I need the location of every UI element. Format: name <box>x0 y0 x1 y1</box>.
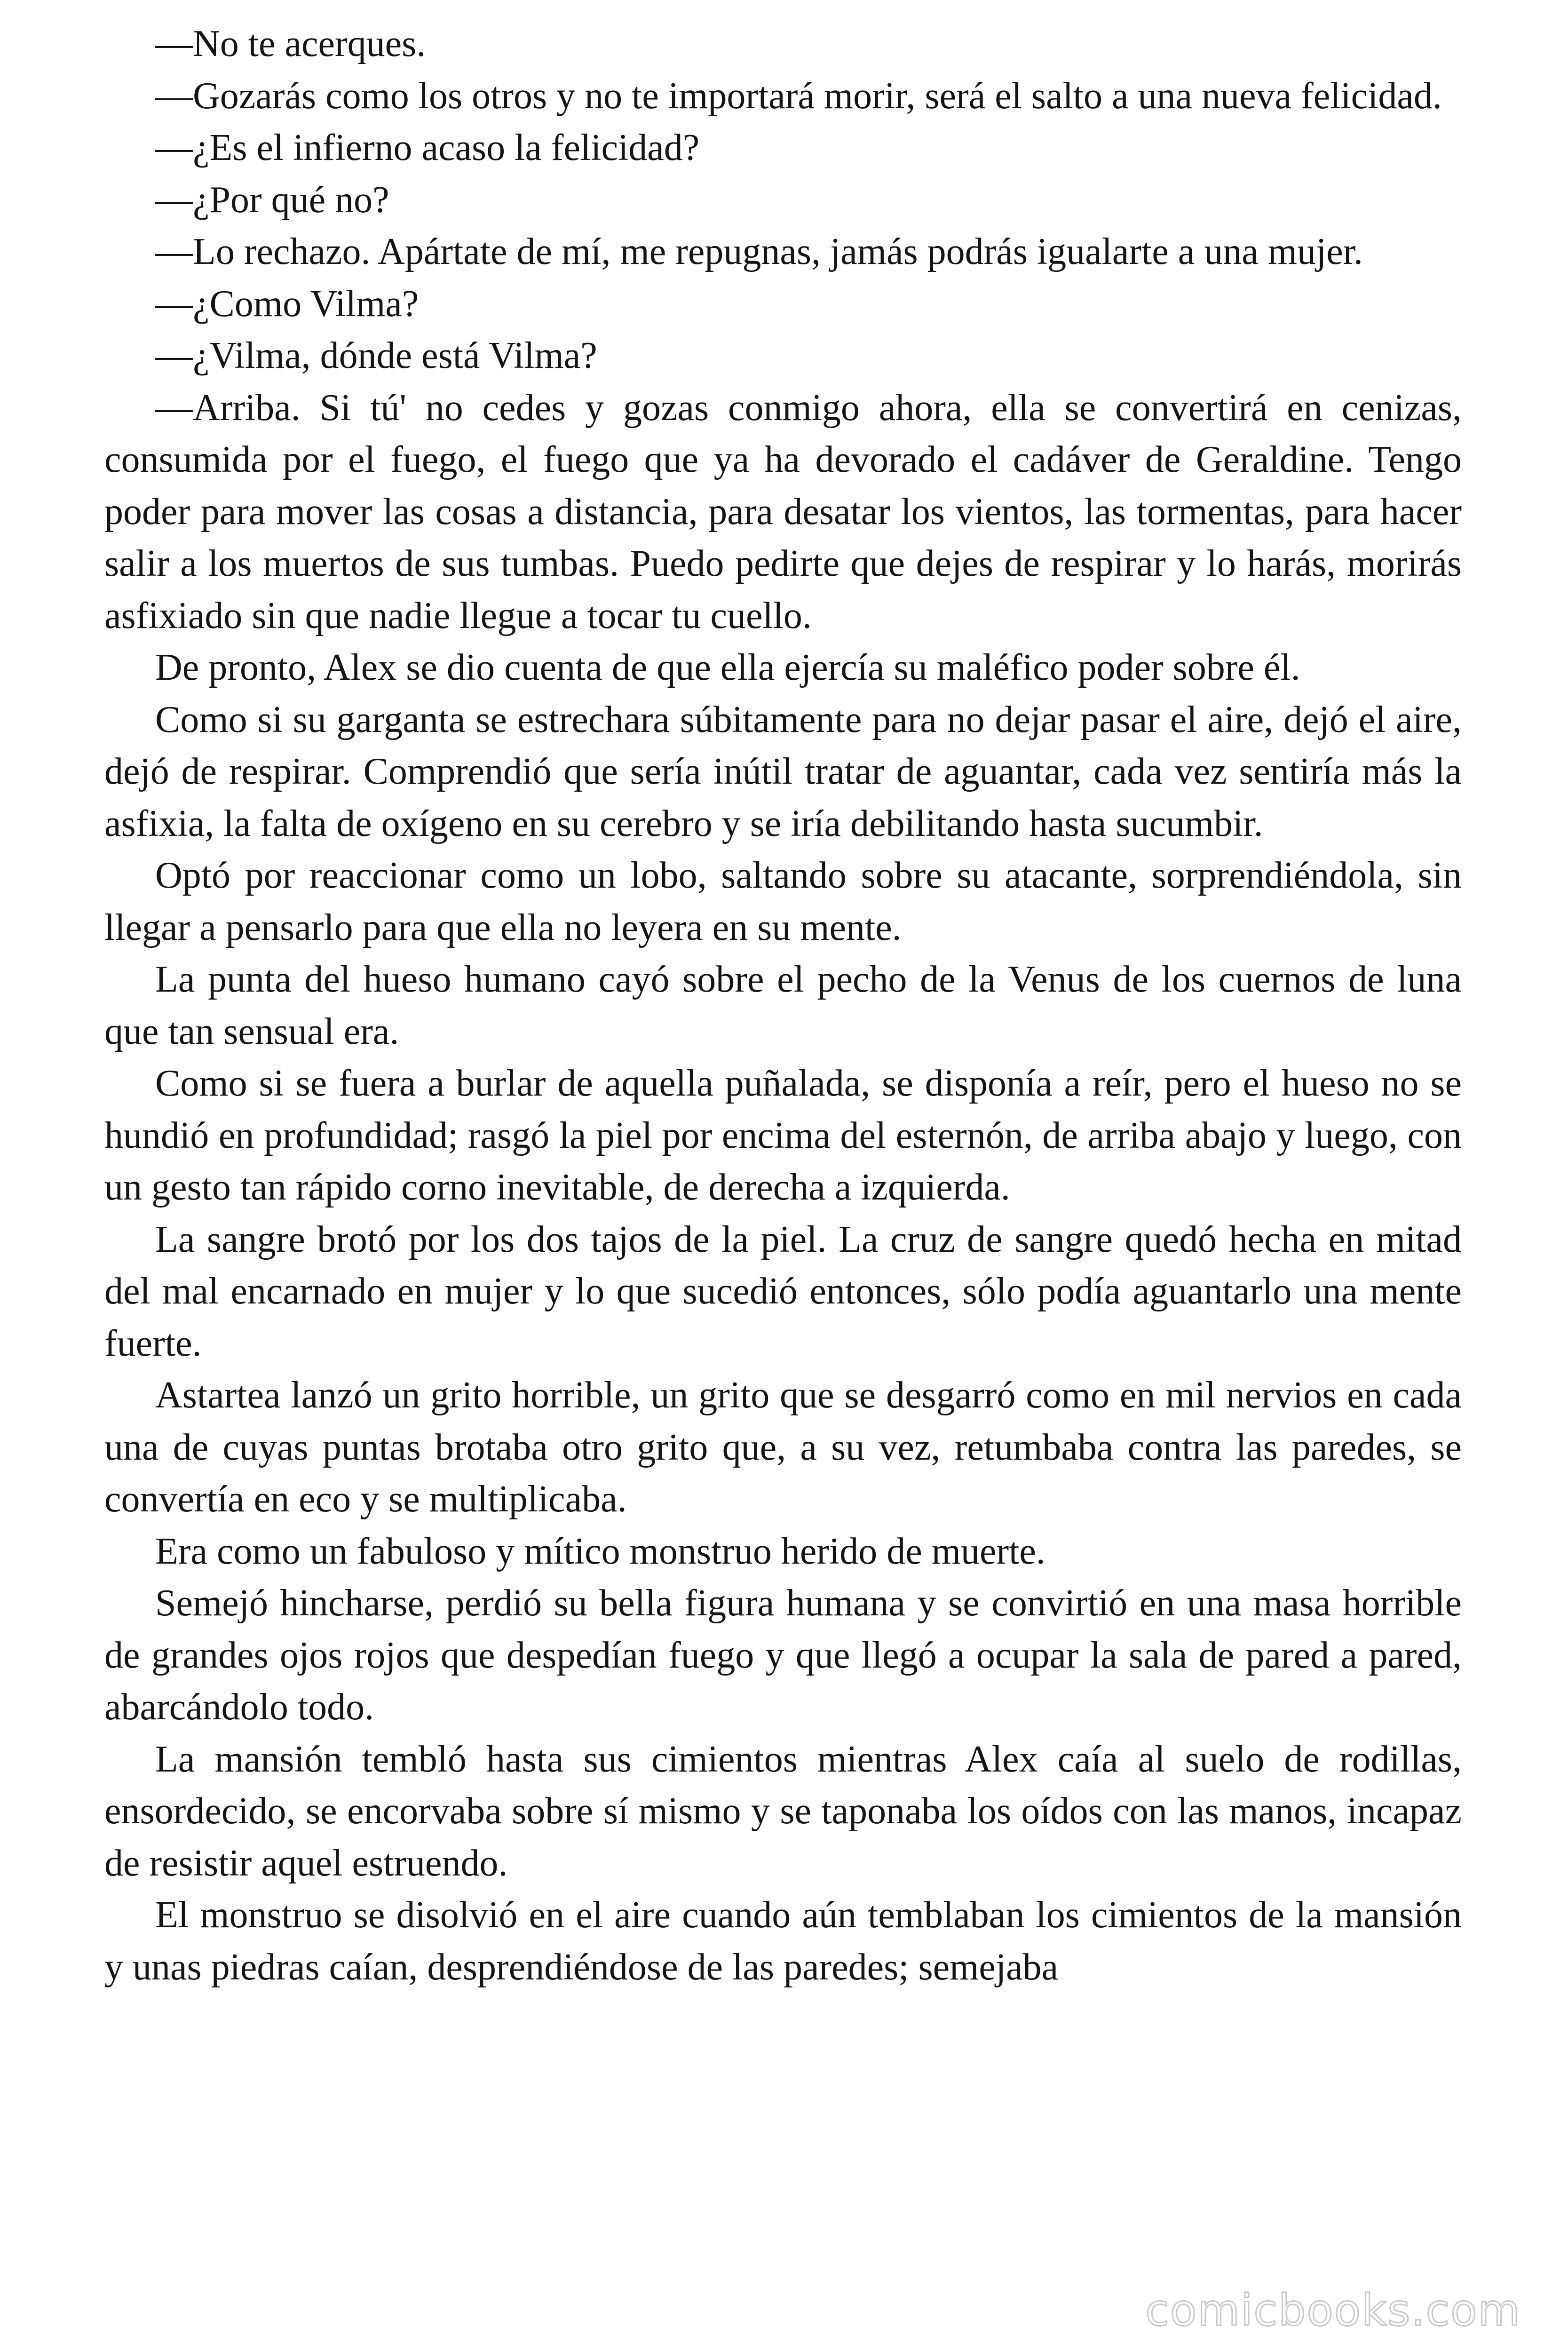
paragraph: —¿Es el infierno acaso la felicidad? <box>155 127 700 168</box>
paragraph: Era como un fabuloso y mítico monstruo herido de muerte. <box>155 1530 1045 1572</box>
paragraph: La mansión tembló hasta sus cimientos mientras Alex caía al suelo de rodillas, ensordecido, se encorvaba sobre sí mismo y se taponaba los oídos con las manos, incapaz de resistir aquel estruendo. <box>104 1738 1462 1884</box>
paragraph: La punta del hueso humano cayó sobre el pecho de la Venus de los cuernos de luna que tan sensual era. <box>104 959 1462 1052</box>
paragraph: —¿Como Vilma? <box>155 283 419 325</box>
paragraph: Como si se fuera a burlar de aquella puñalada, se disponía a reír, pero el hueso no se hundió en profundidad; rasgó la piel por encima del esternón, de arriba abajo y luego, con un gesto tan rápido corno inevitable, de derecha a izquierda. <box>104 1063 1462 1208</box>
paragraph: —Lo rechazo. Apártate de mí, me repugnas, jamás podrás igualarte a una mujer. <box>155 231 1363 272</box>
paragraph: Optó por reaccionar como un lobo, saltando sobre su atacante, sorprendiéndola, sin llegar a pensarlo para que ella no leyera en su mente. <box>104 855 1462 948</box>
paragraph: La sangre brotó por los dos tajos de la piel. La cruz de sangre quedó hecha en mitad del mal encarnado en mujer y lo que sucedió entonces, sólo podía aguantarlo una mente fuerte. <box>104 1218 1462 1364</box>
paragraph: —Arriba. Si tú' no cedes y gozas conmigo ahora, ella se convertirá en cenizas, consumida por el fuego, el fuego que ya ha devorado el cadáver de Geraldine. Tengo poder para mover las cosas a distancia, para desatar los vientos, las tormentas, para hacer salir a los muertos de sus tumbas. Puedo pedirte que dejes de respirar y lo harás, morirás asfixiado sin que nadie llegue a tocar tu cuello. <box>104 387 1462 636</box>
paragraph: —No te acerques. <box>155 23 426 64</box>
paragraph: —¿Vilma, dónde está Vilma? <box>155 335 597 376</box>
paragraph: El monstruo se disolvió en el aire cuando aún temblaban los cimientos de la mansión y unas piedras caían, desprendiéndose de las paredes; semejaba <box>104 1894 1462 1988</box>
paragraph: Semejó hincharse, perdió su bella figura humana y se convirtió en una masa horrible de grandes ojos rojos que despedían fuego y que llegó a ocupar la sala de pared a pared, abarcándolo todo. <box>104 1582 1462 1728</box>
watermark: comicbooks.com <box>1145 2285 1521 2336</box>
paragraph: Como si su garganta se estrechara súbitamente para no dejar pasar el aire, dejó el aire, dejó de respirar. Comprendió que sería inútil tratar de aguantar, cada vez sentiría más la asfixia, la falta de oxígeno en su cerebro y se iría debilitando hasta sucumbir. <box>104 699 1462 844</box>
paragraph: Astartea lanzó un grito horrible, un grito que se desgarró como en mil nervios en cada una de cuyas puntas brotaba otro grito que, a su vez, retumbaba contra las paredes, se convertía en eco y se multiplicaba. <box>104 1375 1462 1520</box>
body-text <box>104 18 1462 1993</box>
paragraph: —¿Por qué no? <box>155 179 389 221</box>
paragraph: De pronto, Alex se dio cuenta de que ella ejercía su maléfico poder sobre él. <box>155 647 1300 688</box>
paragraph: —Gozarás como los otros y no te importará morir, será el salto a una nueva felicidad. <box>155 75 1442 117</box>
